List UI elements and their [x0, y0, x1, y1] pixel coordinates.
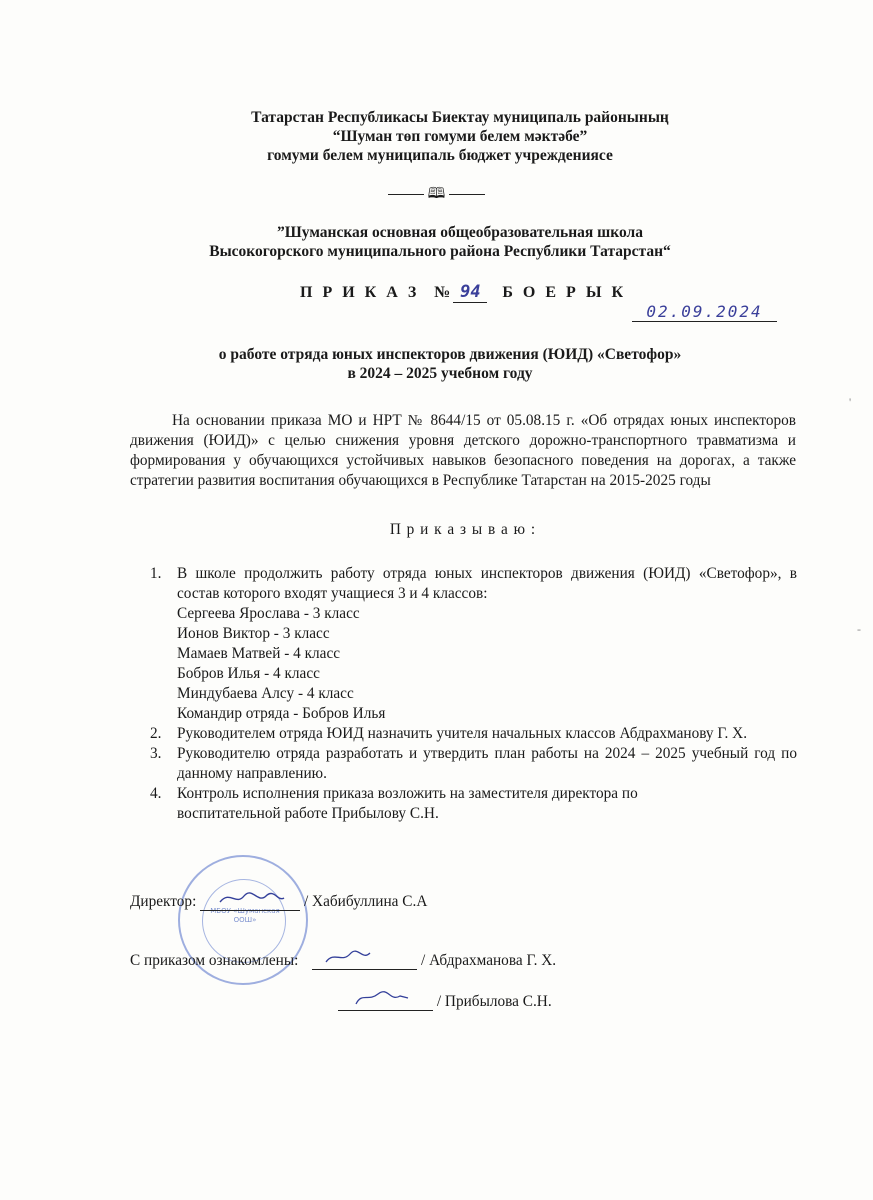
preamble-paragraph: На основании приказа МО и НРТ № 8644/15 от 05.08.15 г. «Об отрядах юных инспекторов движения (ЮИД)» с целью снижения уровня детского дорожно-транспортного травматизма и формирования у обучающихся устойчивых навыков безопасного поведения на дорогах, а также стратегии развития воспитания обучающихся в Республике Татарстан на 2015-2025 годы	[130, 412, 796, 489]
stamp-text: МБОУ «Шуманская ООШ»	[210, 907, 280, 924]
acquainted-label: С приказом ознакомлены:	[130, 952, 299, 969]
order-word-ru: П Р И К А З	[300, 284, 420, 301]
order-item	[150, 724, 797, 744]
member-item: Миндубаева Алсу - 4 класс	[177, 685, 354, 702]
item-number: 4.	[150, 785, 162, 802]
scan-mark: -	[857, 622, 861, 636]
item-text-line-2: воспитательной работе Прибылову С.Н.	[177, 805, 439, 822]
header-line-4: ”Шуманская основная общеобразовательная школа	[277, 224, 643, 241]
header-line-3: гомуми белем муниципаль бюджет учреждениясе	[267, 147, 613, 164]
director-label: Директор:	[130, 893, 197, 910]
person-1: / Абдрахманова Г. Х.	[421, 952, 557, 969]
member-item: Ионов Виктор - 3 класс	[177, 625, 330, 642]
member-item: Командир отряда - Бобров Илья	[177, 705, 386, 722]
book-icon: 🕮	[427, 186, 446, 202]
member-list	[177, 604, 797, 724]
order-title	[300, 282, 626, 303]
order-number: 94	[453, 282, 487, 303]
person-2: / Прибылова С.Н.	[436, 993, 552, 1010]
header-line-5: Высокогорского муниципального района Республики Татарстан“	[209, 243, 671, 260]
item-number: 2.	[150, 725, 162, 742]
signature-scribble-icon	[312, 949, 417, 967]
order-date: 02.09.2024	[632, 302, 777, 322]
member-item: Бобров Илья - 4 класс	[177, 665, 320, 682]
item-number: 3.	[150, 745, 162, 762]
director-signature-line	[130, 893, 427, 911]
header-line-2: “Шуман төп гомуми белем мәктәбе”	[332, 128, 588, 145]
order-item	[150, 564, 797, 724]
director-signature	[200, 894, 300, 911]
acquainted-line-2	[338, 993, 552, 1011]
header-line-1: Татарстан Республикасы Биектау муниципаль районының	[251, 109, 669, 126]
decree-word: П р и к а з ы в а ю :	[389, 521, 537, 538]
order-item	[150, 744, 797, 784]
item-number: 1.	[150, 565, 162, 582]
director-name: / Хабибуллина С.А	[303, 893, 428, 910]
subject-line-1: о работе отряда юных инспекторов движения (ЮИД) «Светофор»	[218, 346, 682, 363]
member-item: Сергеева Ярослава - 3 класс	[177, 605, 360, 622]
order-item	[150, 784, 797, 824]
header-divider	[0, 183, 873, 208]
signature-pribylova	[338, 994, 433, 1011]
item-text: Руководителем отряда ЮИД назначить учителя начальных классов Абдрахманову Г. Х.	[177, 725, 748, 742]
signature-scribble-icon	[200, 890, 300, 908]
member-item: Мамаев Матвей - 4 класс	[177, 645, 341, 662]
subject-line-2: в 2024 – 2025 учебном году	[347, 365, 533, 382]
signature-abdrakhmanova	[312, 953, 417, 970]
item-text-line-1: Контроль исполнения приказа возложить на заместителя директора по	[177, 785, 638, 802]
order-number-sign: №	[434, 284, 454, 301]
order-items	[150, 564, 797, 824]
item-text: В школе продолжить работу отряда юных инспекторов движения (ЮИД) «Светофор», в состав которого входят учащиеся 3 и 4 классов:	[177, 565, 797, 602]
acquainted-line-1	[130, 952, 556, 970]
item-text: Руководителю отряда разработать и утвердить план работы на 2024 – 2025 учебный год по данному направлению.	[177, 745, 797, 782]
signature-scribble-icon	[338, 990, 433, 1008]
scan-mark: '	[849, 395, 852, 409]
order-word-tt: Б О Е Р Ы К	[502, 284, 627, 301]
